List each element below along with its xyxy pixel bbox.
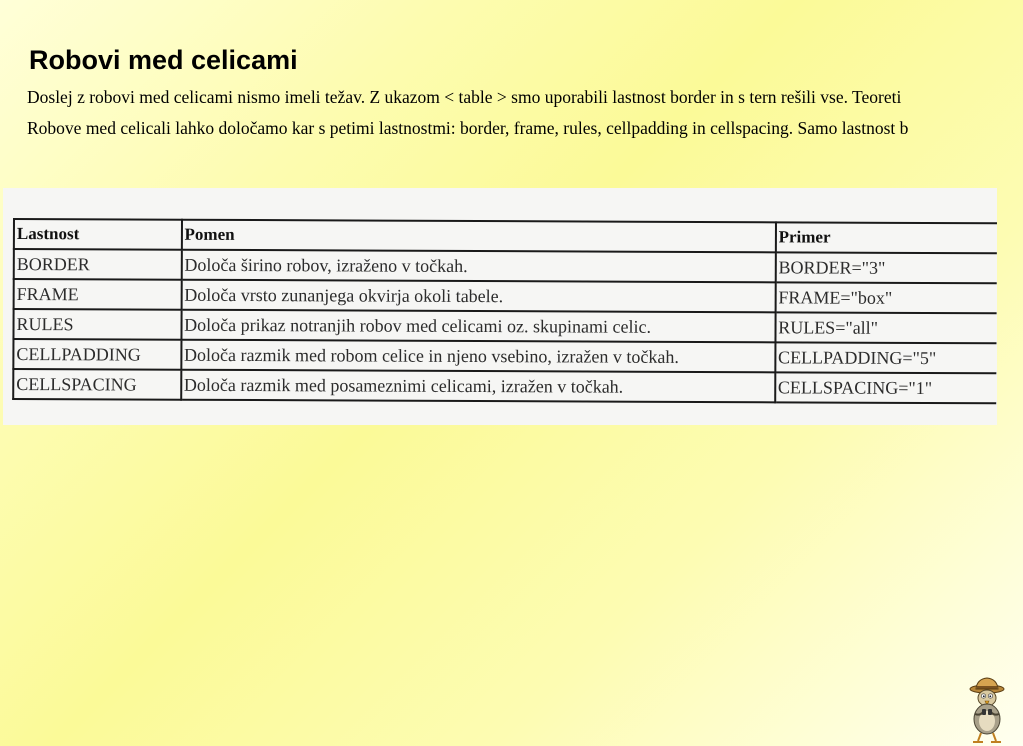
- header-primer: Primer: [776, 222, 997, 253]
- table-image: [3, 188, 997, 425]
- table-row: [13, 369, 996, 403]
- cell-example: CELLSPACING="1": [775, 372, 996, 403]
- cell-example: FRAME="box": [775, 282, 996, 313]
- cell-meaning: Določa razmik med robom celice in njeno vsebino, izražen v točkah.: [181, 340, 775, 373]
- slide-title: Robovi med celicami: [29, 45, 298, 75]
- properties-table: [12, 218, 997, 404]
- cell-property: RULES: [13, 309, 181, 340]
- table-row: [14, 279, 997, 313]
- table-header-row: [14, 219, 997, 253]
- cell-example: CELLPADDING="5": [775, 342, 996, 373]
- cell-property: CELLPADDING: [13, 339, 181, 370]
- header-pomen: Pomen: [181, 220, 775, 253]
- table-row: [13, 309, 996, 343]
- table-row: [13, 339, 996, 373]
- header-lastnost: Lastnost: [14, 219, 182, 250]
- cell-property: FRAME: [14, 279, 182, 310]
- cell-property: CELLSPACING: [13, 369, 181, 400]
- cell-example: RULES="all": [775, 312, 996, 343]
- cell-example: BORDER="3": [775, 252, 996, 283]
- intro-paragraph: Doslej z robovi med celicami nismo imeli težav. Z ukazom < table > smo uporabili lastnost border in s tern rešili vse. Teoreti: [27, 87, 902, 107]
- cell-property: BORDER: [14, 249, 182, 280]
- properties-paragraph: Robove med celicali lahko določamo kar s petimi lastnostmi: border, frame, rules, cellpadding in cellspacing. Samo lastnost b: [27, 118, 909, 138]
- explorer-mascot-icon: [960, 676, 1014, 744]
- cell-meaning: Določa razmik med posameznimi celicami, izražen v točkah.: [181, 370, 775, 403]
- table-row: [14, 249, 997, 283]
- cell-meaning: Določa širino robov, izraženo v točkah.: [181, 250, 775, 283]
- cell-meaning: Določa prikaz notranjih robov med celicami oz. skupinami celic.: [181, 310, 775, 343]
- cell-meaning: Določa vrsto zunanjega okvirja okoli tabele.: [181, 280, 775, 313]
